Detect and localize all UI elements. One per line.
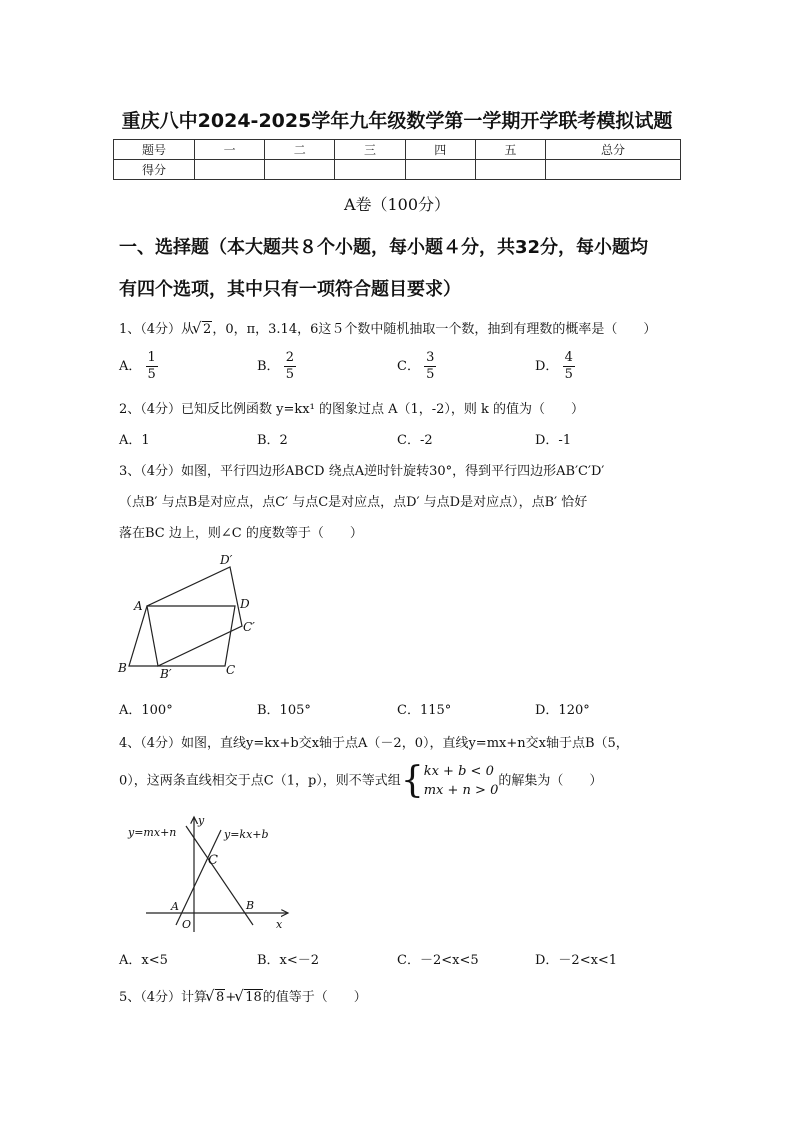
q1-option-c	[397, 350, 436, 383]
score-blank	[475, 160, 545, 180]
question-3-line1: 3、（4分）如图，平行四边形ABCD 绕点A逆时针旋转30°，得到平行四边形AB′C′D′	[119, 464, 605, 479]
fraction	[424, 350, 436, 383]
q4-graph-figure	[118, 812, 298, 937]
question-2-text: 2、（4分）已知反比例函数 y=kx¹ 的图象过点 A（1，-2），则 k 的值为（ ）	[119, 402, 585, 417]
label-a: A	[134, 599, 143, 613]
q1-prefix: 1、（4分）从	[119, 322, 195, 337]
q5-sqrt-1-arg: 8	[216, 990, 225, 1005]
score-table-score-row	[114, 160, 681, 180]
denominator: 5	[564, 367, 573, 382]
label-y-axis: y	[198, 814, 205, 827]
q1-option-d	[535, 350, 575, 383]
score-table	[113, 139, 681, 180]
label-c: C	[226, 663, 236, 677]
score-cell: 三	[335, 140, 405, 160]
fraction	[146, 350, 158, 383]
parallelogram-abcd	[129, 606, 235, 666]
denominator: 5	[285, 367, 294, 382]
denominator: 5	[147, 367, 156, 382]
q5-prefix: 5、（4分）计算	[119, 990, 208, 1005]
score-cell: 五	[475, 140, 545, 160]
part1-heading-line1: 一、选择题（本大题共８个小题，每小题４分，共32分，每小题均	[119, 237, 649, 258]
q2-option-c: C．-2	[397, 433, 433, 448]
label-line-kx-b: y=kx+b	[224, 828, 269, 841]
q5-sqrt-2	[236, 990, 263, 1005]
score-blank	[195, 160, 265, 180]
score-cell: 二	[265, 140, 335, 160]
question-4-line1: 4、（4分）如图，直线y=kx+b交x轴于点A（－2，0），直线y=mx+n交x轴于点B（5，	[119, 736, 629, 751]
part1-heading-line2: 有四个选项，其中只有一项符合题目要求）	[119, 279, 461, 300]
label-line-mx-n: y=mx+n	[128, 826, 177, 839]
q2-option-d: D．-1	[535, 433, 572, 448]
numerator: 2	[285, 350, 294, 365]
section-a-title: A卷（100分）	[343, 195, 451, 214]
question-1-text	[119, 318, 656, 337]
fraction	[563, 350, 575, 383]
page-title: 重庆八中2024-2025学年九年级数学第一学期开学联考模拟试题	[121, 110, 673, 132]
q4-option-c: C．－2<x<5	[397, 953, 479, 968]
label-d-prime: D′	[220, 553, 233, 567]
q3-parallelogram-figure	[110, 548, 280, 683]
label-d: D	[240, 597, 250, 611]
label-b: B	[118, 661, 127, 675]
label-b-prime: B′	[160, 667, 172, 681]
q3-option-c: C．115°	[397, 703, 452, 718]
score-blank	[546, 160, 681, 180]
brace-symbol: {	[400, 760, 424, 801]
q4-option-d: D．－2<x<1	[535, 953, 618, 968]
score-cell: 题号	[114, 140, 195, 160]
question-5-text	[119, 986, 367, 1005]
q5-plus: +	[225, 990, 237, 1005]
question-3-line2: （点B′ 与点B是对应点，点C′ 与点C是对应点，点D′ 与点D是对应点），点B′ 恰好	[119, 495, 588, 510]
q5-sqrt-2-arg: 18	[245, 990, 262, 1005]
question-3-line3: 落在BC 边上，则∠C 的度数等于（ ）	[119, 526, 363, 541]
q2-option-b: B．2	[257, 433, 288, 448]
q3-option-d: D．120°	[535, 703, 590, 718]
q4-line2-suffix: 的解集为（ ）	[498, 773, 603, 789]
score-cell: 四	[405, 140, 475, 160]
numerator: 1	[147, 350, 156, 365]
option-label: C．	[397, 359, 420, 374]
score-cell: 总分	[546, 140, 681, 160]
inequality-1: kx + b < 0	[423, 764, 494, 779]
denominator: 5	[426, 367, 435, 382]
option-label: D．	[535, 359, 559, 374]
q4-line2-prefix: 0），这两条直线相交于点C（1，p），则不等式组	[119, 773, 401, 789]
q1-option-a	[119, 350, 158, 383]
q5-suffix: 的值等于（ ）	[262, 990, 367, 1005]
score-cell: 一	[195, 140, 265, 160]
label-x-axis: x	[276, 918, 283, 931]
q3-option-a: A．100°	[119, 703, 173, 718]
score-table-header-row	[114, 140, 681, 160]
numerator: 3	[426, 350, 435, 365]
label-c-prime: C′	[243, 620, 255, 634]
q5-sqrt-1	[207, 990, 225, 1005]
inequality-system	[424, 762, 499, 800]
question-4-line2	[119, 762, 602, 800]
q3-option-b: B．105°	[257, 703, 311, 718]
score-row-label: 得分	[114, 160, 195, 180]
q1-sqrt-arg: 2	[203, 322, 212, 337]
score-blank	[405, 160, 475, 180]
option-label: B．	[257, 359, 280, 374]
q1-sqrt	[194, 322, 212, 337]
score-blank	[265, 160, 335, 180]
label-point-a: A	[171, 900, 179, 913]
label-point-c: C	[208, 853, 218, 868]
q1-option-b	[257, 350, 296, 383]
numerator: 4	[564, 350, 573, 365]
q1-rest: ，0，π，3.14，6这５个数中随机抽取一个数，抽到有理数的概率是（ ）	[212, 322, 657, 337]
q2-option-a: A．1	[119, 433, 150, 448]
fraction	[284, 350, 296, 383]
inequality-2: mx + n > 0	[423, 783, 499, 798]
label-point-b: B	[246, 899, 255, 912]
score-blank	[335, 160, 405, 180]
label-origin: O	[182, 918, 192, 931]
option-label: A．	[119, 359, 142, 374]
q4-option-a: A．x<5	[119, 953, 168, 968]
q4-option-b: B．x<－2	[257, 953, 320, 968]
